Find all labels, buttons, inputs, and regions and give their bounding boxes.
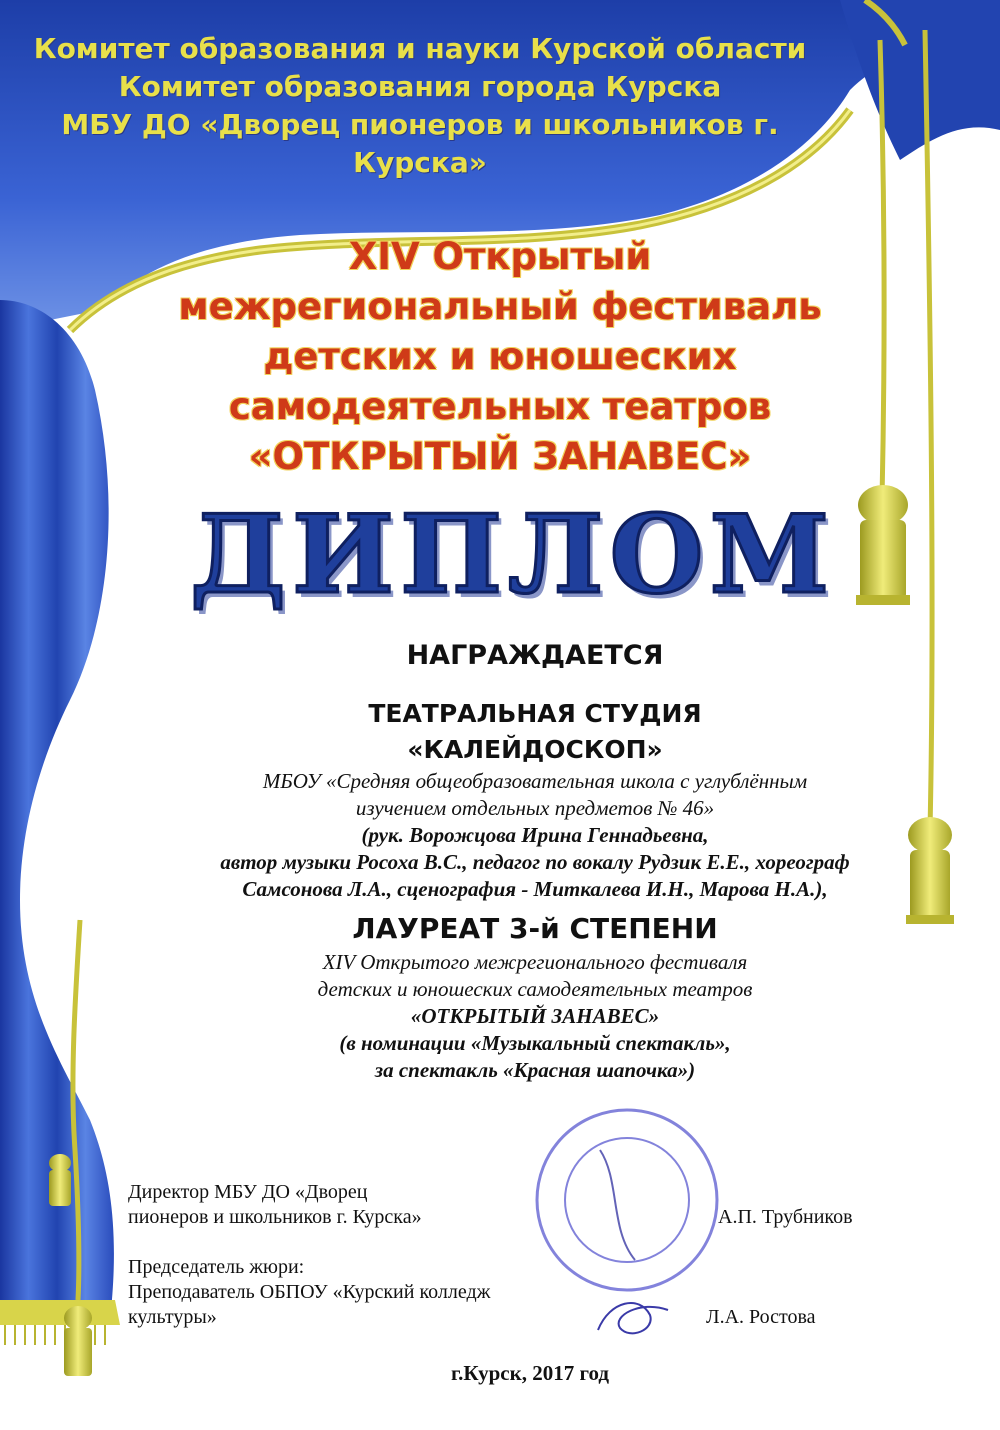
organizer-line-1: Комитет образования и науки Курской области	[33, 32, 807, 65]
director-title-line-2: пионеров и школьников г. Курска»	[128, 1206, 422, 1228]
desc-line-3: «ОТКРЫТЫЙ ЗАНАВЕС»	[410, 1004, 660, 1028]
director-title-line-1: Директор МБУ ДО «Дворец	[128, 1181, 368, 1203]
desc-line-5: за спектакль «Красная шапочка»)	[374, 1058, 696, 1082]
staff-line-3: Самсонова Л.А., сценография - Миткалева И.Н., Марова Н.А.),	[242, 877, 828, 901]
organizer-line-2: Комитет образования города Курска	[118, 70, 722, 103]
left-tassel-small-icon	[49, 1154, 71, 1206]
school-line-1: МБОУ «Средняя общеобразовательная школа с углублённым	[262, 769, 808, 793]
jury-title-line-2: Преподаватель ОБПОУ «Курский колледж	[128, 1281, 491, 1303]
right-tassel-upper-icon	[856, 485, 910, 605]
laureate-title: ЛАУРЕАТ 3-й СТЕПЕНИ	[352, 912, 718, 945]
festival-line-3: детских и юношеских	[263, 335, 737, 378]
festival-line-5: «ОТКРЫТЫЙ ЗАНАВЕС»	[248, 435, 752, 478]
curtain-fringe	[0, 1300, 120, 1325]
right-rope-1	[880, 40, 884, 500]
festival-line-4: самодеятельных театров	[228, 385, 772, 428]
desc-line-4: (в номинации «Музыкальный спектакль»,	[339, 1031, 731, 1055]
jury-title-line-1: Председатель жюри:	[128, 1256, 305, 1278]
organizers-header	[0, 30, 840, 182]
festival-line-1: XIV Открытый	[348, 235, 652, 278]
place-and-year: г.Курск, 2017 год	[450, 1361, 609, 1385]
jury-title-line-3: культуры»	[128, 1306, 217, 1328]
organizer-line-3: МБУ ДО «Дворец пионеров и школьников г. Курска»	[61, 108, 779, 179]
desc-line-1: XIV Открытого межрегионального фестиваля	[322, 950, 748, 974]
director-name: А.П. Трубников	[718, 1206, 853, 1228]
jury-name: Л.А. Ростова	[706, 1306, 816, 1328]
director-signature-block	[128, 1180, 422, 1230]
school-line-2: изучением отдельных предметов № 46»	[355, 796, 715, 820]
festival-title	[150, 232, 850, 482]
award-body	[110, 638, 960, 1084]
studio-line-2: «КАЛЕЙДОСКОП»	[407, 735, 663, 764]
festival-line-2: межрегиональный фестиваль	[178, 285, 822, 328]
staff-line-2: автор музыки Росоха В.С., педагог по вокалу Рудзик Е.Е., хореограф	[220, 850, 850, 874]
staff-line-1: (рук. Ворожцова Ирина Геннадьевна,	[361, 823, 709, 847]
desc-line-2: детских и юношеских самодеятельных театров	[317, 977, 753, 1001]
official-stamp	[537, 1110, 717, 1290]
award-heading: НАГРАЖДАЕТСЯ	[406, 640, 664, 671]
jury-signature-block	[128, 1255, 490, 1330]
jury-signature	[598, 1303, 668, 1333]
diploma-title: ДИПЛОМ	[190, 492, 836, 618]
valance-corner	[840, 0, 1000, 160]
studio-line-1: ТЕАТРАЛЬНАЯ СТУДИЯ	[368, 699, 702, 728]
